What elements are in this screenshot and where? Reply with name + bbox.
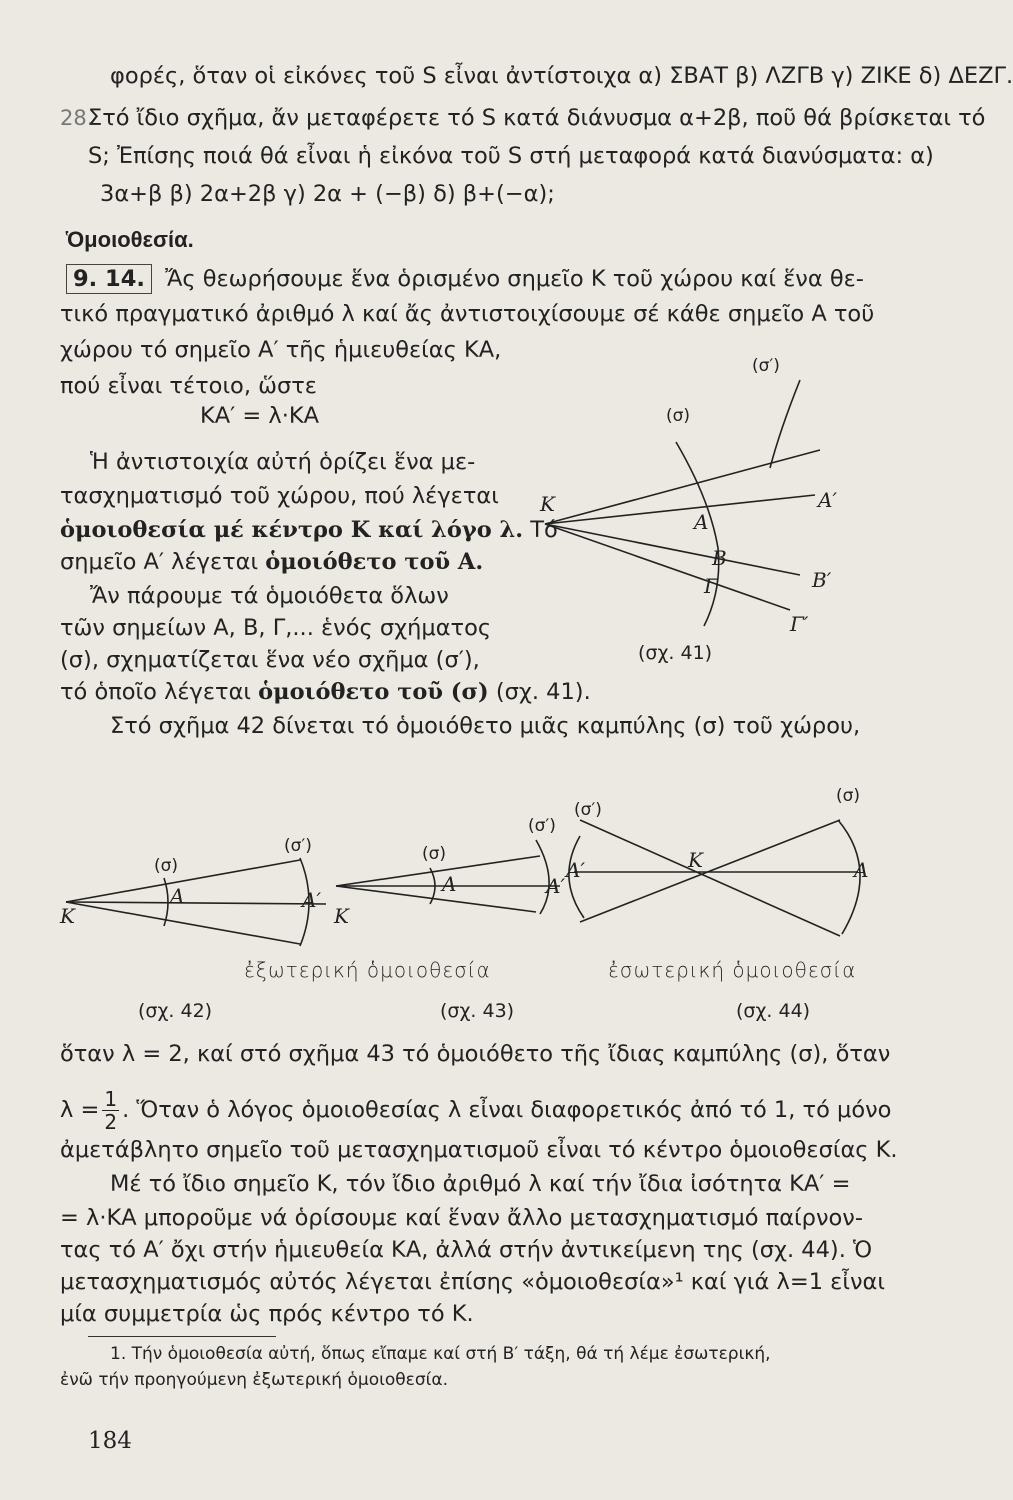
fig44-label-A-prime: Α′ xyxy=(566,858,585,882)
exercise-28-line2: S; Ἐπίσης ποιά θά εἶναι ἡ εἰκόνα τοῦ S στή μεταφορά κατά διανύσματα: α) xyxy=(88,143,934,169)
fig41-label-K: Κ xyxy=(540,492,555,516)
fig43-label-A: Α xyxy=(442,872,457,896)
para3-line2: τῶν σημείων Α, Β, Γ,... ἑνός σχήματος xyxy=(60,615,492,641)
exercise-28-number: 28. xyxy=(60,106,94,130)
para6-line3: τας τό Α′ ὄχι στήν ἡμιευθεία ΚΑ, ἀλλά στήν ἀντικείμενη της (σχ. 44). Ὁ xyxy=(60,1237,873,1263)
fig41-label-G: Γ xyxy=(704,574,718,598)
para2-line2: τασχηματισμό τοῦ χώρου, πού λέγεται xyxy=(60,483,499,509)
fig42-label-A: Α xyxy=(170,884,185,908)
fig41-label-G-prime: Γ′ xyxy=(790,612,809,636)
footnote-line2: ἐνῶ τήν προηγούμενη ἐξωτερική ὁμοιοθεσία. xyxy=(60,1370,448,1390)
fig43-label-sigma-prime: (σ′) xyxy=(528,816,556,836)
para1-line4: πού εἶναι τέτοιο, ὥστε xyxy=(60,373,317,399)
homothety-formula: ΚΑ′ = λ·ΚΑ xyxy=(200,403,320,429)
handwritten-interior-label: ἐσωτερική ὁμοιοθεσία xyxy=(608,958,857,982)
para6-line5: μία συμμετρία ὡς πρός κέντρο τό Κ. xyxy=(60,1301,474,1327)
footnote-line1: 1. Τήν ὁμοιοθεσία αὐτή, ὅπως εἴπαμε καί στή Β′ τάξη, θά τή λέμε ἐσωτερική, xyxy=(110,1344,771,1364)
para2-line3-rest: Τό xyxy=(523,517,558,543)
handwritten-exterior-label: ἐξωτερική ὁμοιοθεσία xyxy=(244,958,491,982)
fig43-label-K: Κ xyxy=(334,904,349,928)
fig44-label-K: Κ xyxy=(688,848,703,872)
exercise-28-line1: Στό ἴδιο σχῆμα, ἄν μεταφέρετε τό S κατά διάνυσμα α+2β, ποῦ θά βρίσκεται τό xyxy=(88,105,986,131)
exercise-27-tail: φορές, ὅταν οἱ εἰκόνες τοῦ S εἶναι ἀντίστοιχα α) ΣΒΑΤ β) ΛΖΓΒ γ) ΖΙΚΕ δ) ΔΕΖΓ. xyxy=(110,63,1013,89)
fraction-one-half: $\frac{1}{2}$ xyxy=(104,1087,118,1134)
para5-line3: ἀμετάβλητο σημεῖο τοῦ μετασχηματισμοῦ εἶναι τό κέντρο ὁμοιοθεσίας Κ. xyxy=(60,1137,898,1163)
para1-line3: χώρου τό σημεῖο Α′ τῆς ἡμιευθείας ΚΑ, xyxy=(60,337,502,363)
para5-line1: ὅταν λ = 2, καί στό σχῆμα 43 τό ὁμοιόθετο τῆς ἴδιας καμπύλης (σ), ὅταν xyxy=(60,1041,891,1067)
para5-lambda: λ = xyxy=(60,1097,100,1123)
para3-line1: Ἄν πάρουμε τά ὁμοιόθετα ὅλων xyxy=(90,583,449,609)
para1-line1: Ἄς θεωρήσουμε ἕνα ὁρισμένο σημεῖο Κ τοῦ χώρου καί ἕνα θε- xyxy=(165,266,864,292)
homothetic-point-term: ὁμοιόθετο τοῦ Α. xyxy=(265,549,484,575)
fig41-label-B: Β xyxy=(712,546,727,570)
fig43-label-A-prime: Α′ xyxy=(546,874,565,898)
fig44-label-sigma: (σ) xyxy=(836,786,861,806)
homothety-definition: ὁμοιοθεσία μέ κέντρο Κ καί λόγο λ. xyxy=(60,517,524,543)
footnote-rule xyxy=(88,1336,276,1337)
fig41-label-A: Α xyxy=(694,510,709,534)
fig41-label-sigma-prime: (σ′) xyxy=(752,356,780,376)
fig42-label-A-prime: Α′ xyxy=(302,888,321,912)
para6-line1: Μέ τό ἴδιο σημεῖο Κ, τόν ἴδιο ἀριθμό λ καί τήν ἴδια ἰσότητα ΚΑ′ = xyxy=(110,1171,851,1197)
fig41-label-A-prime: Α′ xyxy=(818,488,837,512)
fig44-caption: (σχ. 44) xyxy=(736,1000,811,1022)
fig42-label-sigma-prime: (σ′) xyxy=(284,836,312,856)
fig41-label-B-prime: Β′ xyxy=(812,568,832,592)
para4: Στό σχῆμα 42 δίνεται τό ὁμοιόθετο μιᾶς καμπύλης (σ) τοῦ χώρου, xyxy=(110,713,861,739)
fig42-label-K: Κ xyxy=(60,904,75,928)
section-number: 9. 14. xyxy=(66,264,152,294)
para2-line4-pre: σημεῖο Α′ λέγεται xyxy=(60,549,266,575)
fig41-caption: (σχ. 41) xyxy=(638,642,713,664)
para3-line4-pre: τό ὁποῖο λέγεται xyxy=(60,679,259,705)
fig43-label-sigma: (σ) xyxy=(422,844,447,864)
fig44-label-A: Α xyxy=(854,858,869,882)
page-number: 184 xyxy=(88,1428,132,1454)
section-title: Ὁμοιοθεσία. xyxy=(66,227,194,252)
fig42-label-sigma: (σ) xyxy=(154,856,179,876)
exercise-28-line3: 3α+β β) 2α+2β γ) 2α + (−β) δ) β+(−α); xyxy=(100,181,555,207)
fig44-label-sigma-prime: (σ′) xyxy=(574,800,602,820)
para6-line2: = λ·ΚΑ μποροῦμε νά ὁρίσουμε καί ἕναν ἄλλο μετασχηματισμό παίρνον- xyxy=(60,1205,863,1231)
para5-line2: . Ὅταν ὁ λόγος ὁμοιοθεσίας λ εἶναι διαφορετικός ἀπό τό 1, τό μόνο xyxy=(122,1097,892,1123)
para1-line2: τικό πραγματικό ἀριθμό λ καί ἄς ἀντιστοιχίσουμε σέ κάθε σημεῖο Α τοῦ xyxy=(60,301,875,327)
para3-line3: (σ), σχηματίζεται ἕνα νέο σχῆμα (σ′), xyxy=(60,647,480,673)
fig42-caption: (σχ. 42) xyxy=(138,1000,213,1022)
homothetic-figure-term: ὁμοιόθετο τοῦ (σ) xyxy=(258,679,489,705)
para6-line4: μετασχηματισμός αὐτός λέγεται ἐπίσης «ὁμοιοθεσία»¹ καί γιά λ=1 εἶναι xyxy=(60,1269,885,1295)
fig41-label-sigma: (σ) xyxy=(666,406,691,426)
para2-line1: Ἡ ἀντιστοιχία αὐτή ὁρίζει ἕνα με- xyxy=(90,449,476,475)
para3-line4-post: (σχ. 41). xyxy=(488,679,591,705)
fig43-caption: (σχ. 43) xyxy=(440,1000,515,1022)
